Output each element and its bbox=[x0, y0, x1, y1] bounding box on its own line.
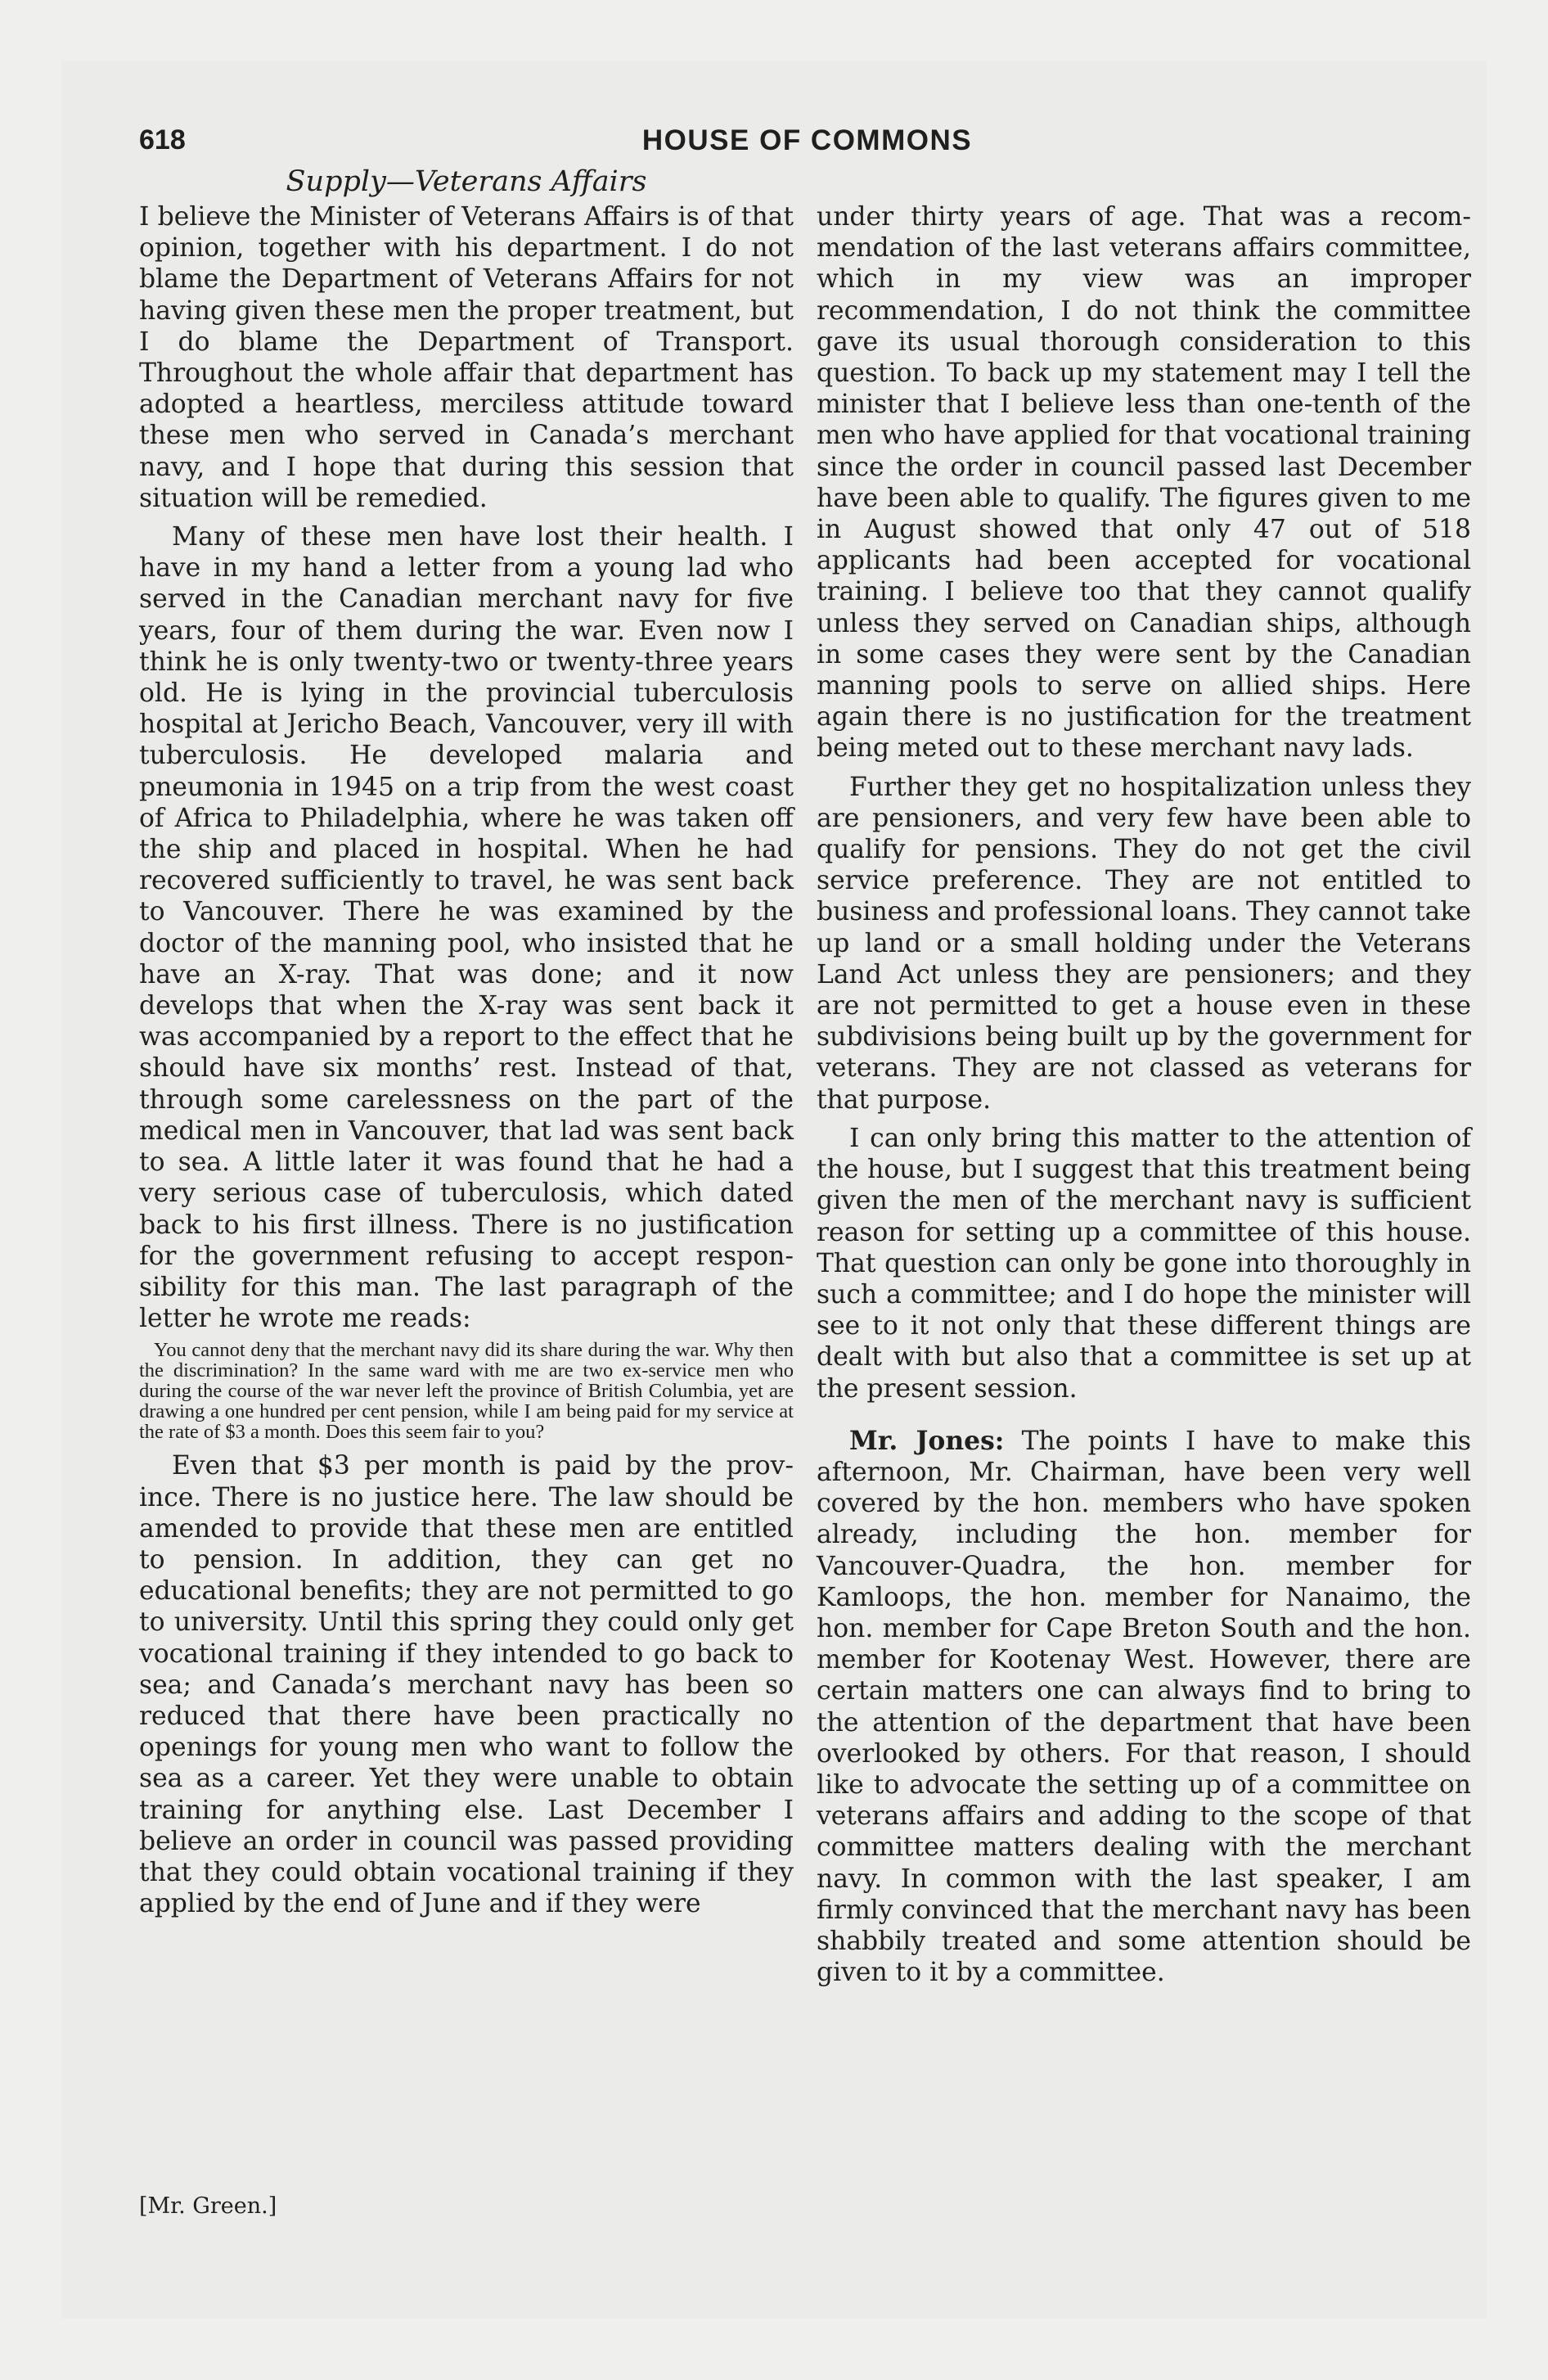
left-paragraph-2: Many of these men have lost their health. I have in my hand a letter from a young lad who served in the Canadian merchant navy for five years, four of them during the war. Even now I think he is only twenty-two or twenty-three years old. He is lying in the provincial tuberculosis hospital at Jericho Beach, Vancouver, very ill with tuberculosis. He developed malaria and pneumonia in 1945 on a trip from the west coast of Africa to Philadelphia, where he was taken off the ship and placed in hospital. When he had recovered sufficiently to travel, he was sent back to Vancouver. There he was examined by the doctor of the manning pool, who insisted that he have an X-ray. That was done; and it now develops that when the X-ray was sent back it was accompanied by a report to the effect that he should have six months’ rest. Instead of that, through some carelessness on the part of the medical men in Vancouver, that lad was sent back to sea. A little later it was found that he had a very serious case of tuberculosis, which dated back to his first illness. There is no justification for the government refusing to accept responsibility for this man. The last paragraph of the letter he wrote me reads: bbox=[139, 522, 794, 1334]
right-paragraph-3: I can only bring this matter to the attention of the house, but I suggest that this treatment being given the men of the merchant navy is sufficient reason for setting up a committee of this house. That question can only be gone into thoroughly in such a committee; and I do hope the minister will see to it not only that these different things are dealt with but also that a committee is set up at the present session. bbox=[817, 1123, 1471, 1404]
running-title: HOUSE OF COMMONS bbox=[641, 124, 973, 156]
speaker-name: Mr. Jones: bbox=[849, 1426, 1005, 1456]
speaker-text: The points I have to make this afternoon, Mr. Chairman, have been very well covered by the hon. members who have spoken already, including the hon. member for Vancouver-Quadra, the hon. member for Kamloops, the hon. member for Nanaimo, the hon. member for Cape Breton South and the hon. member for Kootenay West. However, there are certain matters one can always find to bring to the attention of the department that have been overlooked by others. For that reason, I should like to advocate the setting up of a committee on veterans affairs and adding to the scope of that committee matters dealing with the merchant navy. In common with the last speaker, I am firmly convinced that the merchant navy has been shabbily treated and some attention should be given to it by a committee. bbox=[817, 1426, 1471, 1988]
right-column bbox=[817, 201, 1471, 1988]
page-header bbox=[139, 124, 1475, 162]
right-paragraph-4 bbox=[817, 1426, 1471, 1989]
page-number: 618 bbox=[139, 124, 186, 156]
right-paragraph-1: under thirty years of age. That was a recommendation of the last veterans affairs committee, which in my view was an improper recommendation, I do not think the committee gave its usual thorough consideration to this question. To back up my statement may I tell the minister that I believe less than one-tenth of the men who have applied for that vocational training since the order in council passed last December have been able to qualify. The figures given to me in August showed that only 47 out of 518 applicants had been accepted for vocational training. I believe too that they cannot qualify unless they served on Canadian ships, although in some cases they were sent by the Canadian manning pools to serve on allied ships. Here again there is no justification for the treatment being meted out to these merchant navy lads. bbox=[817, 202, 1471, 764]
letter-quote: You cannot deny that the merchant navy did its share during the war. Why then the discrimination? In the same ward with me are two ex-service men who during the course of the war never left the province of British Columbia, yet are drawing a one hundred per cent pension, while I am being paid for my service at the rate of $3 a month. Does this seem fair to you? bbox=[139, 1339, 794, 1443]
speaker-attribution: [Mr. Green.] bbox=[139, 2193, 277, 2219]
left-column bbox=[139, 201, 794, 1919]
left-paragraph-1: I believe the Minister of Veterans Affairs is of that opinion, together with his department. I do not blame the Department of Veterans Affairs for not having given these men the proper treatment, but I do blame the Department of Transport. Throughout the whole affair that department has adopted a heartless, merciless attitude toward these men who served in Canada’s merchant navy, and I hope that during this session that situation will be remedied. bbox=[139, 202, 794, 513]
section-title: Supply—Veterans Affairs bbox=[286, 165, 647, 198]
left-paragraph-3: Even that $3 per month is paid by the province. There is no justice here. The law should be amended to provide that these men are entitled to pension. In addition, they can get no educational benefits; they are not permitted to go to university. Until this spring they could only get vocational training if they intended to go back to sea; and Canada’s merchant navy has been so reduced that there have been practically no openings for young men who want to follow the sea as a career. Yet they were unable to obtain training for anything else. Last December I believe an order in council was passed providing that they could obtain vocational training if they applied by the end of June and if they were bbox=[139, 1451, 794, 1919]
right-paragraph-2: Further they get no hospitalization unless they are pensioners, and very few have been able to qualify for pensions. They do not get the civil service preference. They are not entitled to business and professional loans. They cannot take up land or a small holding under the Veterans Land Act unless they are pensioners; and they are not permitted to get a house even in these subdivisions being built up by the government for veterans. They are not classed as veterans for that purpose. bbox=[817, 772, 1471, 1115]
